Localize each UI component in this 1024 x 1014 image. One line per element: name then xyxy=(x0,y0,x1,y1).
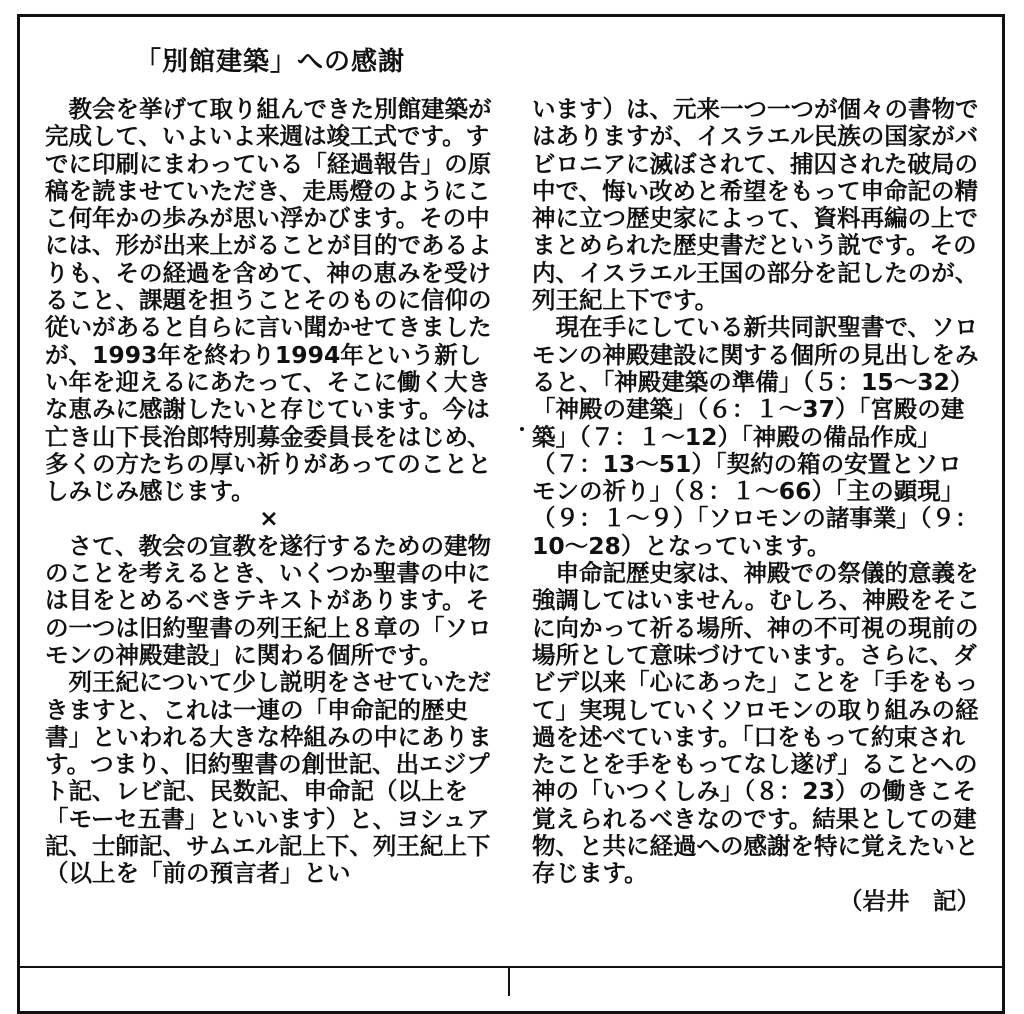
paragraph-kings-continued: います）は、元来一つ一つが個々の書物ではありますが、イスラエル民族の国家がバビロニアに滅ぼされて、捕囚された破局の中で、悔い改めと希望をもって申命記の精神に立つ歴史家によって、資料再編の上でまとめられた歴史書だという説です。その内、イスラエル王国の部分を記したのが、列王紀上下です。 xyxy=(532,95,979,315)
section-separator: × xyxy=(259,504,279,533)
paragraph-temple-texts: さて、教会の宣教を遂行するための建物のことを考えるとき、いくつか聖書の中には目をとめるべきテキストがあります。その一つは旧約聖書の列王紀上８章の「ソロモンの神殿建設」に関わる個所です。 xyxy=(45,531,492,669)
author-signature: （岩井 記） xyxy=(839,886,980,915)
paragraph-temple-headings: 現在手にしている新共同訳聖書で、ソロモンの神殿建設に関する個所の見出しをみると、「神殿建築の準備」（５：15〜32）「神殿の建築」（６：１〜37）「宮殿の建築」（７：１〜12）「神殿の備品作成」（７：13〜51）「契約の箱の安置とソロモンの祈り」（８：１〜66）「主の顕現」（９：１〜９）「ソロモンの諸事業」（９：10〜28）となっています。 xyxy=(532,313,979,560)
paragraph-kings-explanation: 列王紀について少し説明をさせていただきますと、これは一連の「申命記的歴史書」といわれる大きな枠組みの中にあります。つまり、旧約聖書の創世記、出エジプト記、レビ記、民数記、申命記（以上を「モーセ五書」といいます）と、ヨシュア記、士師記、サムエル記上下、列王紀上下（以上を「前の預言者」とい xyxy=(45,668,492,888)
print-speck xyxy=(520,427,524,431)
bottom-column-divider xyxy=(508,966,510,996)
bottom-rule xyxy=(17,966,1005,968)
paragraph-deuteronomist: 申命記歴史家は、神殿での祭儀的意義を強調してはいません。むしろ、神殿をそこに向かって祈る場所、神の不可視の現前の場所として意味づけています。さらに、ダビデ以来「心にあった」ことを「手をもって」実現していくソロモンの取り組みの経過を述べています。「口をもって約束されたことを手をもってなし遂げ」ることへの神の「いつくしみ」（８：23）の働きこそ覚えられるべきなのです。結果としての建物、と共に経過への感謝を特に覚えたいと存じます。 xyxy=(532,559,980,888)
left-column xyxy=(45,96,493,888)
right-column xyxy=(532,96,984,915)
article-title: 「別館建築」への感謝 xyxy=(134,47,405,77)
paragraph-gratitude: 教会を挙げて取り組んできた別館建築が完成して、いよいよ来週は竣工式です。すでに印刷にまわっている「経過報告」の原稿を読ませていただき、走馬燈のようにここ何年かの歩みが思い浮かびます。その中には、形が出来上がることが目的であるよりも、その経過を含めて、神の恵みを受けること、課題を担うことそのものに信仰の従いがあると自らに言い聞かせてきましたが、1993年を終わり1994年という新しい年を迎えるにあたって、そこに働く大きな恵みに感謝したいと存じています。今は亡き山下長治郎特別募金委員長をはじめ、多くの方たちの厚い祈りがあってのこととしみじみ感じます。 xyxy=(45,95,492,506)
